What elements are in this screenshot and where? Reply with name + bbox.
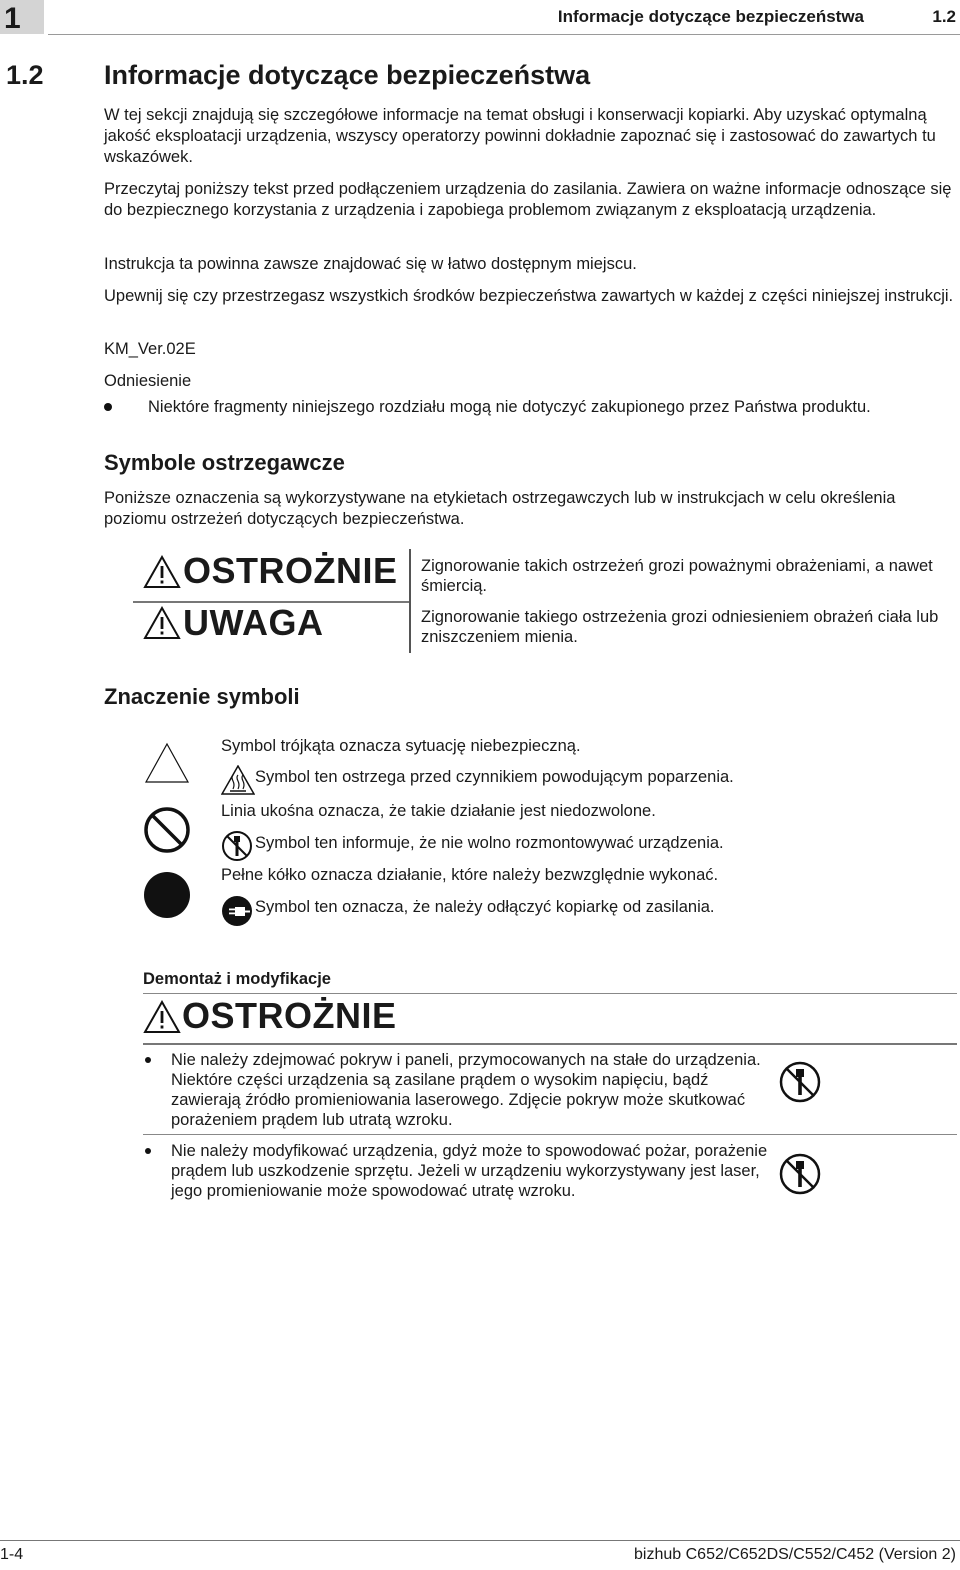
notice-label: UWAGA — [183, 602, 324, 643]
reference-label: Odniesienie — [104, 372, 192, 390]
bullet-icon — [145, 1148, 151, 1154]
reference-bullet: Niektóre fragmenty niniejszego rozdziału mogą nie dotyczyć zakupionego przez Państwa produktu. — [148, 398, 871, 416]
warning-triangle-icon — [143, 606, 181, 640]
precautions-paragraph: Upewnij się czy przestrzegasz wszystkich środków bezpieczeństwa zawartych w każdej z części niniejszej instrukcji. — [104, 287, 954, 305]
chapter-number: 1 — [4, 2, 21, 35]
bullet-icon — [104, 403, 112, 411]
warning-symbols-intro: Poniższe oznaczenia są wykorzystywane na etykietach ostrzegawczych lub w instrukcjach w celu określenia poziomu ostrzeżeń dotyczących bezpieczeństwa. — [104, 489, 896, 528]
no-disassembly-icon — [221, 830, 253, 862]
symbol-meaning-heading: Znaczenie symboli — [104, 684, 300, 709]
mandatory-action-icon — [143, 871, 191, 919]
disassembly-heading: Demontaż i modyfikacje — [143, 970, 331, 988]
header-divider — [48, 34, 960, 35]
location-paragraph: Instrukcja ta powinna zawsze znajdować się w łatwo dostępnym miejscu. — [104, 255, 637, 273]
section-heading — [6, 58, 590, 92]
section-title: Informacje dotyczące bezpieczeństwa — [104, 60, 591, 90]
triangle-meaning: Symbol trójkąta oznacza sytuację niebezpieczną. — [221, 737, 581, 755]
running-header-title: Informacje dotyczące bezpieczeństwa — [557, 7, 864, 26]
hot-surface-icon — [221, 765, 255, 795]
disassembly-rule — [143, 1043, 957, 1045]
caution-description: Zignorowanie takich ostrzeżeń grozi poważnymi obrażeniami, a nawet śmiercią. — [421, 557, 933, 595]
prohibited-icon — [143, 806, 191, 854]
burn-warning-meaning: Symbol ten ostrzega przed czynnikiem powodującym poparzenia. — [255, 768, 734, 786]
caution-label: OSTROŻNIE — [183, 550, 398, 591]
page-number: 1-4 — [0, 1546, 24, 1563]
disassembly-caution-label: OSTROŻNIE — [182, 995, 397, 1036]
power-paragraph: Przeczytaj poniższy tekst przed podłączeniem urządzenia do zasilania. Zawiera on ważne informacje odnoszące się do bezpiecznego korzystania z urządzenia i zapobiega problemom związanym z eksploatacją urządzenia. — [104, 180, 952, 219]
modification-item: Nie należy modyfikować urządzenia, gdyż może to spowodować pożar, porażenie prądem lub uszkodzenie sprzętu. Jeżeli w urządzeniu wykorzystywany jest laser, jego promieniowanie może spowodować utratę wzroku. — [171, 1142, 768, 1200]
warning-symbols-heading: Symbole ostrzegawcze — [104, 450, 345, 475]
notice-description: Zignorowanie takiego ostrzeżenia grozi odniesieniem obrażeń ciała lub zniszczeniem mienia. — [421, 608, 939, 646]
unplug-icon — [221, 895, 253, 927]
version-code: KM_Ver.02E — [104, 340, 196, 358]
no-disassembly-icon — [779, 1153, 821, 1195]
filled-circle-meaning: Pełne kółko oznacza działanie, które należy bezwzględnie wykonać. — [221, 866, 719, 884]
footer-divider — [0, 1540, 960, 1541]
slash-meaning: Linia ukośna oznacza, że takie działanie jest niedozwolone. — [221, 802, 656, 820]
intro-paragraph: W tej sekcji znajdują się szczegółowe informacje na temat obsługi i konserwacji kopiarki. Aby uzyskać optymalną jakość eksploatacji urządzenia, wszyscy operatorzy powinni dokładnie zapoznać się i zastosować do zawartych tu wskazówek. — [104, 106, 936, 166]
unplug-meaning: Symbol ten oznacza, że należy odłączyć kopiarkę od zasilania. — [255, 898, 715, 916]
warning-triangle-icon — [143, 555, 181, 589]
section-number: 1.2 — [6, 60, 44, 90]
disassembly-item: Nie należy zdejmować pokryw i paneli, przymocowanych na stałe do urządzenia. Niektóre części urządzenia są zasilane prądem o wysokim napięciu, bądź zawierają źródło promieniowania laserowego. Zdjęcie pokryw może skutkować porażeniem prądem lub utratą wzroku. — [171, 1051, 761, 1129]
no-disassembly-icon — [779, 1061, 821, 1103]
product-name: bizhub C652/C652DS/C552/C452 (Version 2) — [634, 1546, 956, 1563]
warning-triangle-icon — [143, 1000, 181, 1034]
bullet-icon — [145, 1057, 151, 1063]
no-disassembly-meaning: Symbol ten informuje, że nie wolno rozmontowywać urządzenia. — [255, 834, 724, 852]
disassembly-item-divider — [143, 1134, 957, 1135]
hazard-triangle-icon — [144, 742, 190, 784]
running-header-section: 1.2 — [932, 7, 956, 26]
table-vertical-divider — [409, 549, 411, 653]
disassembly-top-rule — [143, 993, 957, 994]
